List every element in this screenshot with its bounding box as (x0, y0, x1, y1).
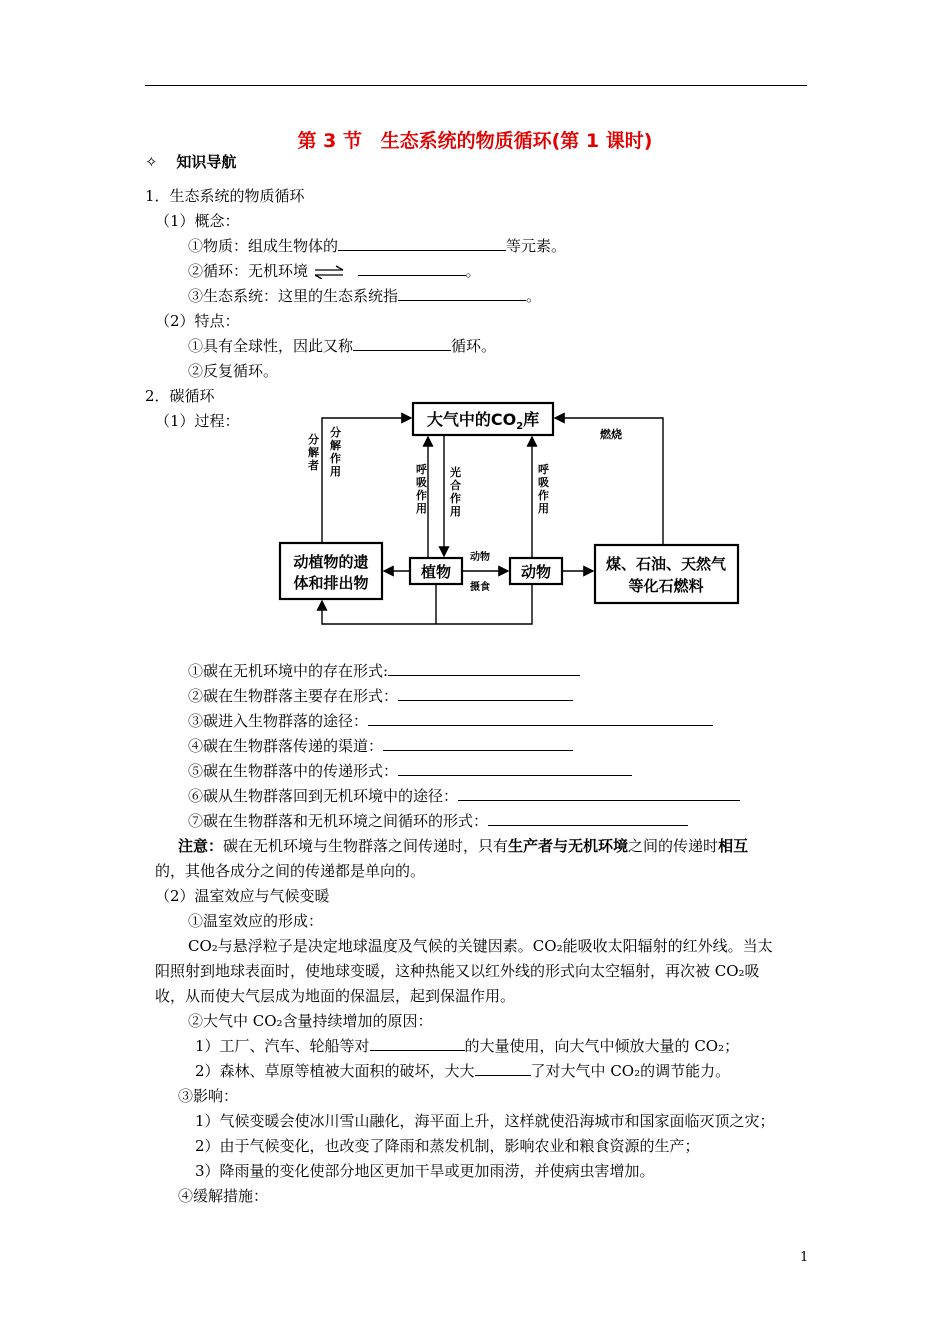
effect-3: 3）降雨量的变化使部分地区更加干旱或更加雨涝，并使病虫害增加。 (195, 1162, 655, 1180)
nav-label: 知识导航 (176, 153, 237, 171)
formation-para-1: CO₂与悬浮粒子是决定地球温度及气候的关键因素。CO₂能吸收太阳辐射的红外线。当太 (188, 937, 773, 955)
question-7 (188, 811, 688, 831)
feature-line-1 (188, 336, 496, 356)
effect-2: 2）由于气候变化，也改变了降雨和蒸发机制，影响农业和粮食资源的生产； (195, 1137, 700, 1155)
carbon-cycle-diagram (270, 388, 750, 633)
fill-blank[interactable] (388, 661, 580, 676)
r2-post: 了对大气中 CO₂的调节能力。 (530, 1062, 731, 1080)
measures-heading: ④缓解措施： (178, 1187, 269, 1205)
concept-line-3 (188, 286, 541, 306)
note-t1: 碳在无机环境与生物群落之间传递时，只有 (223, 837, 509, 855)
combustion-label: 燃烧 (600, 428, 622, 441)
s2-process: （1）过程： (155, 412, 240, 430)
r2-pre: 2）森林、草原等植被大面积的破坏，大大 (195, 1062, 475, 1080)
s1-heading: 1．生态系统的物质循环 (145, 187, 305, 205)
greenhouse-heading: （2）温室效应与气候变暖 (155, 887, 330, 905)
question-6 (188, 786, 740, 806)
atmosphere-label: 大气中的$CO_2$库 (426, 410, 540, 432)
fill-blank[interactable] (370, 1036, 465, 1051)
question-2 (188, 686, 573, 706)
fill-blank[interactable] (488, 811, 688, 826)
q2-text: ②碳在生物群落主要存在形式： (188, 687, 399, 705)
c3-pre: ③生态系统：这里的生态系统指 (188, 287, 399, 305)
q7-text: ⑦碳在生物群落和无机环境之间循环的形式： (188, 812, 489, 830)
fill-blank[interactable] (353, 336, 451, 351)
feeding-label-1: 动物 (470, 552, 490, 563)
note-label: 注意： (178, 837, 224, 855)
s1-concept: （1）概念： (155, 212, 240, 230)
r1-post: 的大量使用，向大气中倾放大量的 CO₂； (464, 1037, 740, 1055)
feeding-label-2: 摄食 (470, 582, 490, 593)
formation-para-2: 阳照射到地球表面时，使地球变暖，这种热能又以红外线的形式向太空辐射，再次被 CO₂吸 (155, 962, 760, 980)
s1-features: （2）特点： (155, 312, 240, 330)
fill-blank[interactable] (398, 286, 526, 301)
note-b2: 相互 (718, 837, 749, 855)
question-5 (188, 761, 632, 781)
section-number: 第 3 节 (297, 130, 362, 152)
question-1 (188, 661, 580, 681)
fill-blank[interactable] (383, 736, 573, 751)
c1-post: 等元素。 (506, 237, 567, 255)
knowledge-nav (145, 152, 236, 172)
concept-line-2 (188, 261, 481, 281)
note-b1: 生产者与无机环境 (508, 837, 629, 855)
diamond-star-icon: ✧ (145, 153, 158, 171)
f1-post: 循环。 (451, 337, 497, 355)
note-line-2: 的，其他各成分之间的传递都是单向的。 (155, 862, 426, 880)
q3-text: ③碳进入生物群落的途径： (188, 712, 369, 730)
fill-blank[interactable] (358, 261, 466, 276)
note-t2: 之间的传递时 (628, 837, 719, 855)
c2-pre: ②循环：无机环境 (188, 262, 309, 280)
question-3 (188, 711, 713, 731)
formation-heading: ①温室效应的形成： (188, 912, 324, 930)
reasons-heading: ②大气中 CO₂含量持续增加的原因： (188, 1012, 433, 1030)
photosynthesis-label: 光合作用 (450, 466, 461, 518)
section-title: 生态系统的物质循环(第 1 课时) (380, 130, 653, 152)
fill-blank[interactable] (398, 761, 632, 776)
r1-pre: 1）工厂、汽车、轮船等对 (195, 1037, 370, 1055)
fill-blank[interactable] (338, 236, 506, 251)
q5-text: ⑤碳在生物群落中的传递形式： (188, 762, 399, 780)
fossil-label-1: 煤、石油、天然气 (605, 555, 727, 573)
header-rule (145, 85, 807, 86)
plant-respiration-label: 呼吸作用 (416, 463, 427, 515)
fill-blank[interactable] (475, 1061, 531, 1076)
c1-pre: ①物质：组成生物体的 (188, 237, 339, 255)
c3-post: 。 (526, 287, 542, 305)
q6-text: ⑥碳从生物群落回到无机环境中的途径： (188, 787, 459, 805)
f1-pre: ①具有全球性，因此又称 (188, 337, 354, 355)
feature-line-2: ②反复循环。 (188, 362, 279, 380)
c2-post: 。 (465, 262, 481, 280)
reason-1 (195, 1036, 739, 1056)
page-number: 1 (800, 1250, 809, 1265)
effect-1: 1）气候变暖会使冰川雪山融化，海平面上升，这样就使沿海城市和国家面临灭顶之灾； (195, 1112, 775, 1130)
fill-blank[interactable] (398, 686, 573, 701)
q4-text: ④碳在生物群落传递的渠道： (188, 737, 384, 755)
remains-label-1: 动植物的遗 (293, 553, 369, 571)
page-title (0, 126, 950, 153)
fossil-label-2: 等化石燃料 (628, 577, 704, 595)
s2-heading: 2．碳循环 (145, 387, 215, 405)
q1-text: ①碳在无机环境中的存在形式: (188, 662, 389, 680)
note-line-1 (178, 836, 748, 856)
question-4 (188, 736, 573, 756)
concept-line-1 (188, 236, 566, 256)
plant-label: 植物 (420, 563, 452, 581)
animal-label: 动物 (520, 563, 552, 581)
fill-blank[interactable] (368, 711, 713, 726)
remains-label-2: 体和排出物 (293, 574, 369, 592)
decomposition-label: 分解作用 (330, 426, 341, 478)
animal-respiration-label: 呼吸作用 (538, 463, 549, 515)
reversible-arrow-icon (313, 265, 347, 279)
reason-2 (195, 1061, 730, 1081)
formation-para-3: 收，从而使大气层成为地面的保温层，起到保温作用。 (155, 987, 516, 1005)
decomposer-label: 分解者 (308, 433, 319, 472)
effects-heading: ③影响： (178, 1087, 239, 1105)
fill-blank[interactable] (458, 786, 740, 801)
